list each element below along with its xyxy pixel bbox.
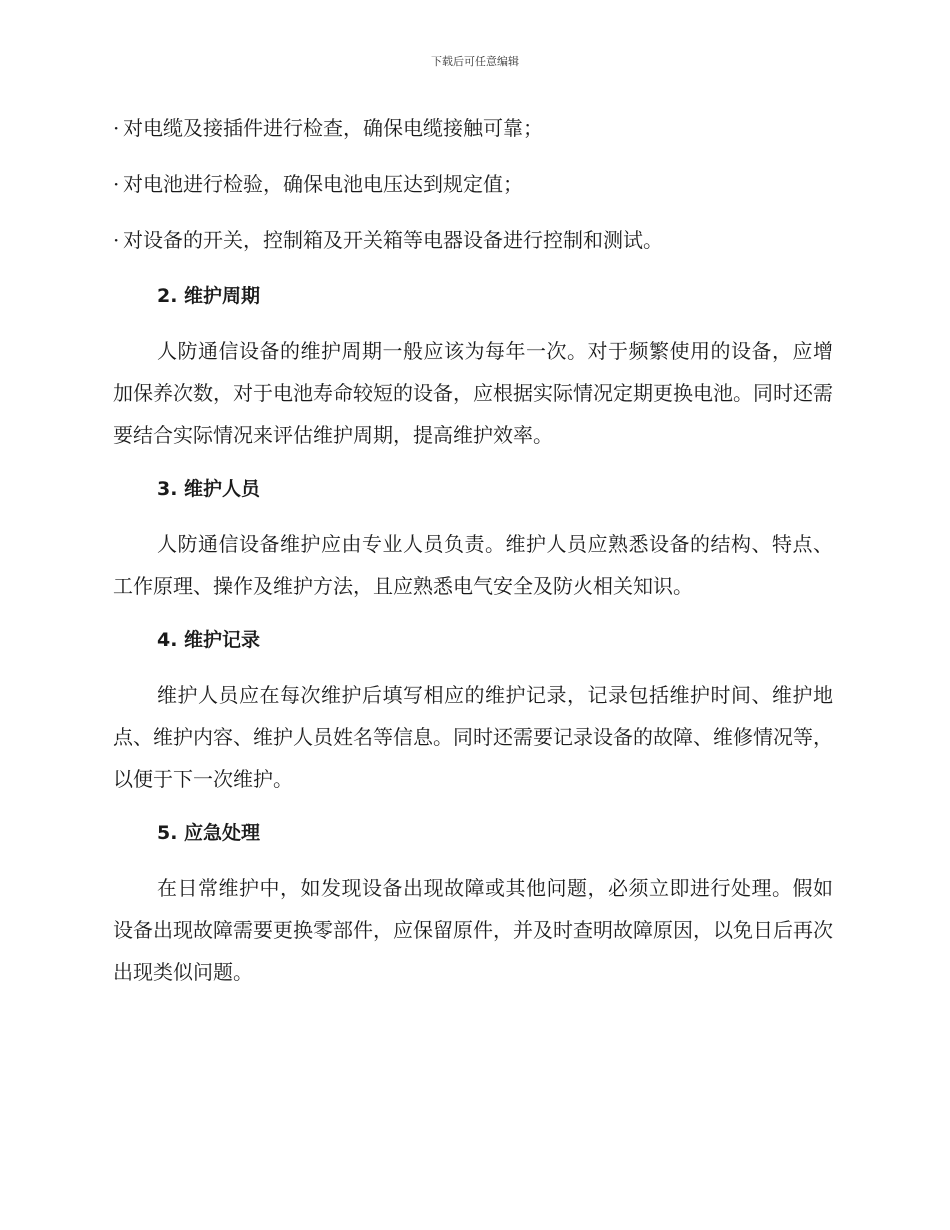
section-heading-maintenance-cycle: 2. 维护周期: [157, 285, 261, 307]
section-heading-emergency-handling: 5. 应急处理: [157, 822, 261, 844]
bullet-text: 对电缆及接插件进行检查，确保电缆接触可靠；: [123, 116, 543, 140]
section-body-maintenance-cycle: 人防通信设备的维护周期一般应该为每年一次。对于频繁使用的设备，应增加保养次数，对于电池寿命较短的设备，应根据实际情况定期更换电池。同时还需要结合实际情况来评估维护周期，提高维护效率。: [113, 339, 833, 447]
document-body: [113, 108, 833, 1006]
bullet-text: 对设备的开关，控制箱及开关箱等电器设备进行控制和测试。: [123, 228, 663, 252]
section-heading-maintenance-records: 4. 维护记录: [157, 629, 261, 651]
bullet-text: 对电池进行检验，确保电池电压达到规定值；: [123, 172, 523, 196]
bullet-item: [113, 108, 833, 148]
section-body-emergency-handling: 在日常维护中，如发现设备出现故障或其他问题，必须立即进行处理。假如设备出现故障需要更换零部件，应保留原件，并及时查明故障原因，以免日后再次出现类似问题。: [113, 876, 833, 984]
bullet-item: [113, 220, 833, 260]
bullet-marker: ·: [113, 172, 120, 196]
section-body-maintenance-records: 维护人员应在每次维护后填写相应的维护记录，记录包括维护时间、维护地点、维护内容、维护人员姓名等信息。同时还需要记录设备的故障、维修情况等，以便于下一次维护。: [113, 683, 833, 791]
section-heading-maintenance-staff: 3. 维护人员: [157, 478, 261, 500]
header-note: 下载后可任意编辑: [431, 55, 519, 68]
bullet-item: [113, 164, 833, 204]
section-body-maintenance-staff: 人防通信设备维护应由专业人员负责。维护人员应熟悉设备的结构、特点、工作原理、操作及维护方法，且应熟悉电气安全及防火相关知识。: [113, 532, 833, 598]
bullet-marker: ·: [113, 228, 120, 252]
bullet-marker: ·: [113, 116, 120, 140]
